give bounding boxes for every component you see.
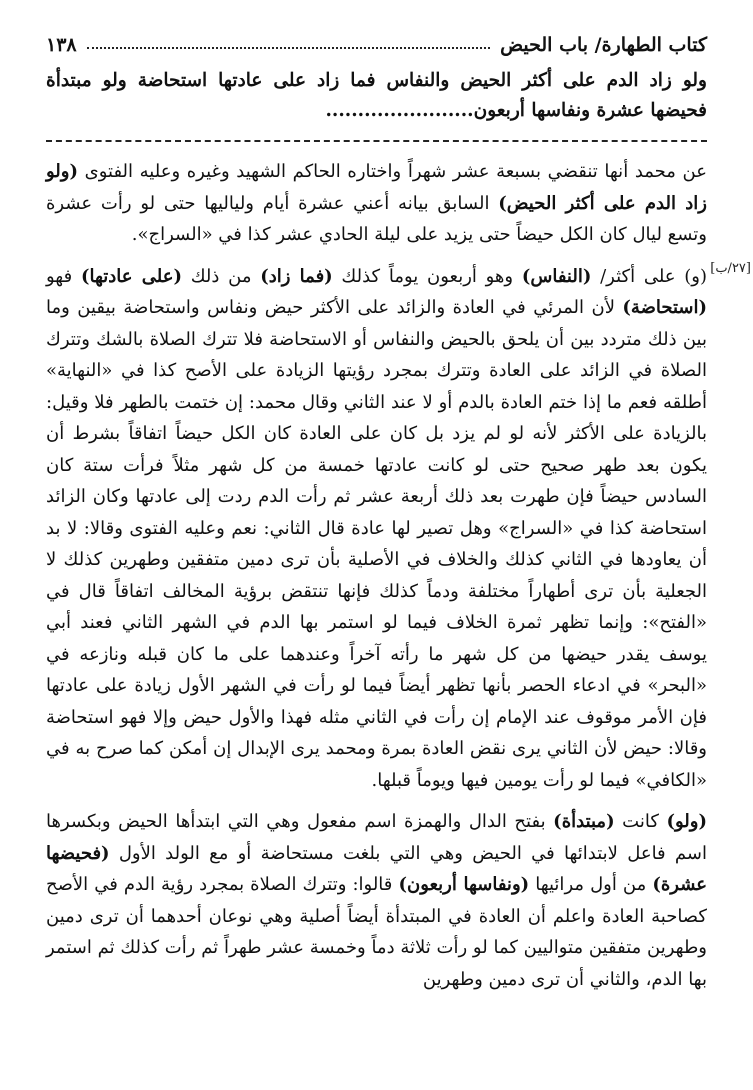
commentary-paragraph-2 [46, 261, 707, 797]
running-header [46, 26, 707, 56]
page-number: ١٣٨ [46, 34, 77, 56]
text-run: لأن المرئي في العادة والزائد على الأكثر حيض ونفاس واستحاضة بيقين وما بين ذلك متردد بين أن يلحق بالحيض والنفاس أو الاستحاضة فلا تترك الصلاة بالشك وتترك الصلاة في الزائد على العادة وتترك بمجرد رؤيتها الزيادة على الأصح كذا في «النهاية» أطلقه فعم ما إذا ختم العادة بالدم أو لا عند الثاني وقال محمد: إن ختمت بالطهر فلا وقيل: بالزيادة على الأكثر لأنه لو لم يزد بل كان على العادة كان الكل حيضاً اتفاقاً بشرط أن يكون بعد طهر صحيح حتى لو كانت عادتها خمسة من كل شهر مثلاً فرأت ستة كان السادس حيضاً فإن طهرت بعد ذلك أربعة عشر ثم رأت الدم ردت إلى عادتها وكان الزائد استحاضة كذا في «السراج» وهل تصير لها عادة قال الثاني: نعم وعليه الفتوى وقالا: لا بد أن يعاودها في الثاني كذلك والخلاف في الأصلية بأن ترى دمين متفقين وطهرين كذلك لا الجعلية بأن ترى أطهاراً مختلفة ودماً كذلك فإنها تنتقض برؤية المخالف اتفاقاً قال في «الفتح»: وإنما تظهر ثمرة الخلاف فيما لو استمر بها الدم في الشهر الثاني فعند أبي يوسف يقدر حيضها من كل شهر ما رأته آخراً وعندهما على ما كان قبله ونازعه في «البحر» في ادعاء الحصر بأنها تظهر أيضاً فيما لو رأت في الشهر الأول زيادة على عادتها فإن الأمر موقوف عند الإمام إن رأت في الثاني مثله فهذا والأول حيض وإلا فهو استحاضة وقالا: حيض لأن الثاني يرى نقض العادة بمرة ومحمد يرى الإبدال إن أمكن كما صرح به في «الكافي» فيما لو رأت يومين فيها ويوماً قبلها. [46, 297, 707, 791]
text-run: (و) على أكثر/ [591, 265, 707, 287]
quoted-matn: (ولو زاد الدم على أكثر الحيض) [46, 161, 707, 214]
quoted-matn: (مبتدأة) [553, 811, 615, 832]
section-divider [46, 140, 707, 142]
quoted-matn: (النفاس) [521, 265, 592, 287]
quoted-matn: (فما زاد) [260, 265, 333, 287]
text-run: من أول مرائيها [529, 874, 653, 895]
text-run: وهو أربعون يوماً كذلك [332, 265, 522, 287]
text-run: فهو [46, 265, 81, 287]
header-leader-dots [87, 47, 490, 49]
manuscript-folio-marker: [٢٧/ب] [710, 260, 751, 276]
matn-dots: ...................... [325, 100, 468, 121]
text-run: كانت [614, 811, 667, 832]
commentary-paragraph-3 [46, 806, 707, 995]
text-run: قالوا: وتترك الصلاة بمجرد رؤية الدم في الأصح كصاحبة العادة واعلم أن العادة في المبتدأة أيضاً أصلية وهي نوعان أحدهما أن ترى دمين وطهرين متفقين متواليين كما لو رأت ثلاثة دماً وخمسة عشر طهراً ثم رأت كذلك ثم استمر بها الدم، والثاني أن ترى دمين وطهرين [46, 874, 707, 990]
text-run: عن محمد أنها تنقضي بسبعة عشر شهراً واختاره الحاكم الشهيد وغيره وعليه الفتوى [78, 161, 707, 182]
chapter-title: كتاب الطهارة/ باب الحيض [500, 34, 707, 56]
commentary-block-2 [46, 260, 751, 797]
quoted-matn: (على عادتها) [80, 265, 182, 287]
matn-sentence: ولو زاد الدم على أكثر الحيض والنفاس فما زاد على عادتها استحاضة ولو مبتدأة فحيضها عشرة ونفاسها أربعون. [46, 70, 707, 121]
text-run: بفتح الدال والهمزة اسم مفعول وهي التي ابتدأها الحيض وبكسرها اسم فاعل لابتدائها في الحيض وهي التي بلغت مستحاضة أو مع الولد الأول [46, 811, 707, 864]
quoted-matn: (ونفاسها أربعون) [398, 874, 530, 895]
text-run: السابق بيانه أعني عشرة أيام ولياليها حتى لو رأت عشرة وتسع ليال كان الكل حيضاً حتى يزيد على ليلة الحادي عشر كذا في «السراج». [46, 192, 707, 245]
quoted-matn: (استحاضة) [622, 297, 707, 318]
text-run: من ذلك [181, 265, 261, 287]
matn-text [46, 66, 707, 126]
quoted-matn: (فحيضها عشرة) [46, 842, 707, 895]
commentary-paragraph-1 [46, 156, 707, 251]
quoted-matn: (ولو) [666, 811, 707, 832]
